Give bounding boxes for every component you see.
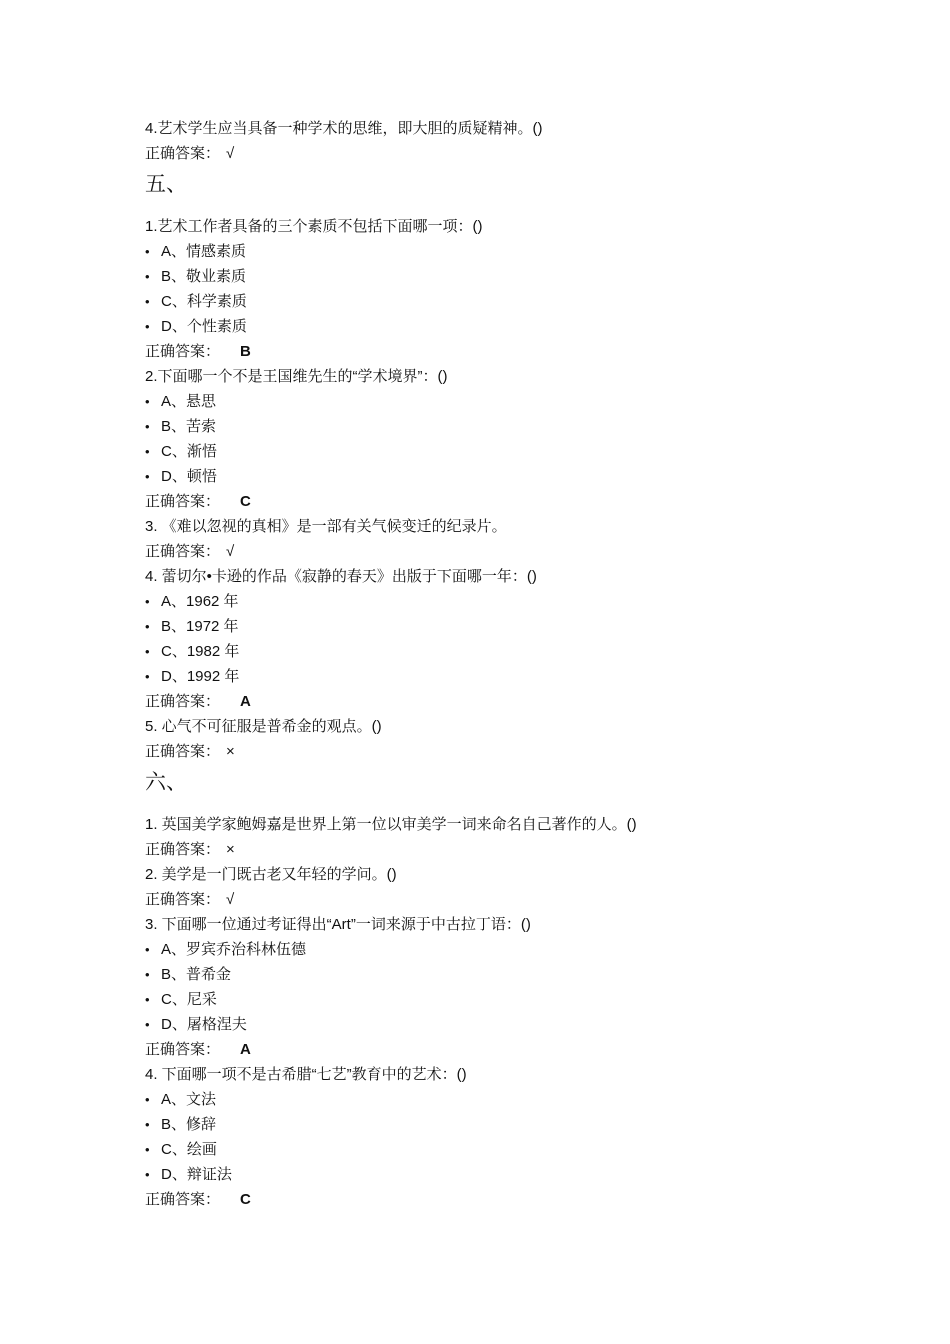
question-text: 2. 美学是一门既古老又年轻的学问。() (145, 866, 397, 883)
document-body (145, 116, 905, 1212)
answer-label: 正确答案： (145, 145, 221, 162)
question-text: 4. 蕾切尔•卡逊的作品《寂静的春天》出版于下面哪一年：() (145, 568, 537, 585)
answer-option (145, 937, 905, 962)
bullet-icon: • (145, 967, 150, 982)
question-text: 2.下面哪一个不是王国维先生的“学术境界”：() (145, 368, 448, 385)
option-label: C、绘画 (161, 1141, 217, 1158)
option-label: A、情感素质 (161, 243, 247, 260)
question-text: 3. 《难以忽视的真相》是一部有关气候变迁的纪录片。 (145, 518, 507, 535)
correct-answer (145, 887, 905, 912)
option-label: B、修辞 (161, 1116, 217, 1133)
correct-answer (145, 489, 905, 514)
answer-option (145, 1012, 905, 1037)
answer-value: C (240, 1191, 251, 1208)
answer-option (145, 962, 905, 987)
answer-value: √ (226, 891, 235, 908)
option-label: A、悬思 (161, 393, 217, 410)
bullet-icon: • (145, 1117, 150, 1132)
answer-option (145, 414, 905, 439)
option-label: C、科学素质 (161, 293, 247, 310)
answer-label: 正确答案： (145, 1191, 221, 1208)
correct-answer (145, 1187, 905, 1212)
question-text: 1. 英国美学家鲍姆嘉是世界上第一位以审美学一词来命名自己著作的人。() (145, 816, 637, 833)
answer-option (145, 314, 905, 339)
option-label: A、文法 (161, 1091, 217, 1108)
bullet-icon: • (145, 942, 150, 957)
answer-value: B (240, 343, 251, 360)
answer-label: 正确答案： (145, 841, 221, 858)
correct-answer (145, 339, 905, 364)
bullet-icon: • (145, 619, 150, 634)
option-label: C、1982 年 (161, 643, 240, 660)
question-text: 3. 下面哪一位通过考证得出“Art”一词来源于中古拉丁语：() (145, 916, 531, 933)
answer-option (145, 264, 905, 289)
answer-label: 正确答案： (145, 1041, 221, 1058)
question-text: 5. 心气不可征服是普希金的观点。() (145, 718, 382, 735)
answer-option (145, 464, 905, 489)
answer-option (145, 589, 905, 614)
bullet-icon: • (145, 419, 150, 434)
option-label: B、1972 年 (161, 618, 239, 635)
answer-label: 正确答案： (145, 693, 221, 710)
bullet-icon: • (145, 1092, 150, 1107)
correct-answer (145, 739, 905, 764)
bullet-icon: • (145, 1167, 150, 1182)
bullet-icon: • (145, 294, 150, 309)
question-text: 1.艺术工作者具备的三个素质不包括下面哪一项：() (145, 218, 483, 235)
option-label: D、屠格涅夫 (161, 1016, 247, 1033)
answer-option (145, 439, 905, 464)
correct-answer (145, 837, 905, 862)
bullet-icon: • (145, 244, 150, 259)
correct-answer (145, 141, 905, 166)
option-label: C、渐悟 (161, 443, 217, 460)
answer-value: A (240, 1041, 251, 1058)
answer-label: 正确答案： (145, 543, 221, 560)
bullet-icon: • (145, 669, 150, 684)
answer-option (145, 1162, 905, 1187)
answer-option (145, 289, 905, 314)
bullet-icon: • (145, 594, 150, 609)
answer-option (145, 639, 905, 664)
option-label: D、辩证法 (161, 1166, 232, 1183)
answer-label: 正确答案： (145, 743, 221, 760)
answer-value: C (240, 493, 251, 510)
bullet-icon: • (145, 319, 150, 334)
bullet-icon: • (145, 469, 150, 484)
correct-answer (145, 689, 905, 714)
bullet-icon: • (145, 1142, 150, 1157)
section-heading: 五、 (145, 172, 187, 196)
answer-label: 正确答案： (145, 493, 221, 510)
bullet-icon: • (145, 644, 150, 659)
bullet-icon: • (145, 444, 150, 459)
bullet-icon: • (145, 269, 150, 284)
answer-value: A (240, 693, 251, 710)
answer-option (145, 1137, 905, 1162)
answer-option (145, 1112, 905, 1137)
section-heading: 六、 (145, 770, 187, 794)
bullet-icon: • (145, 394, 150, 409)
answer-option (145, 664, 905, 689)
answer-value: √ (226, 543, 235, 560)
option-label: D、顿悟 (161, 468, 217, 485)
answer-option (145, 987, 905, 1012)
question-text: 4. 下面哪一项不是古希腊“七艺”教育中的艺术：() (145, 1066, 467, 1083)
option-label: A、1962 年 (161, 593, 239, 610)
answer-value: √ (226, 145, 235, 162)
option-label: C、尼采 (161, 991, 217, 1008)
answer-option (145, 614, 905, 639)
bullet-icon: • (145, 992, 150, 1007)
answer-label: 正确答案： (145, 343, 221, 360)
answer-value: × (226, 743, 235, 760)
option-label: D、1992 年 (161, 668, 240, 685)
answer-option (145, 1087, 905, 1112)
correct-answer (145, 539, 905, 564)
option-label: B、普希金 (161, 966, 232, 983)
answer-option (145, 389, 905, 414)
bullet-icon: • (145, 1017, 150, 1032)
option-label: B、苦索 (161, 418, 217, 435)
option-label: D、个性素质 (161, 318, 247, 335)
option-label: B、敬业素质 (161, 268, 247, 285)
option-label: A、罗宾乔治科林伍德 (161, 941, 307, 958)
answer-option (145, 239, 905, 264)
answer-label: 正确答案： (145, 891, 221, 908)
question-text: 4.艺术学生应当具备一种学术的思维，即大胆的质疑精神。() (145, 120, 543, 137)
answer-value: × (226, 841, 235, 858)
correct-answer (145, 1037, 905, 1062)
